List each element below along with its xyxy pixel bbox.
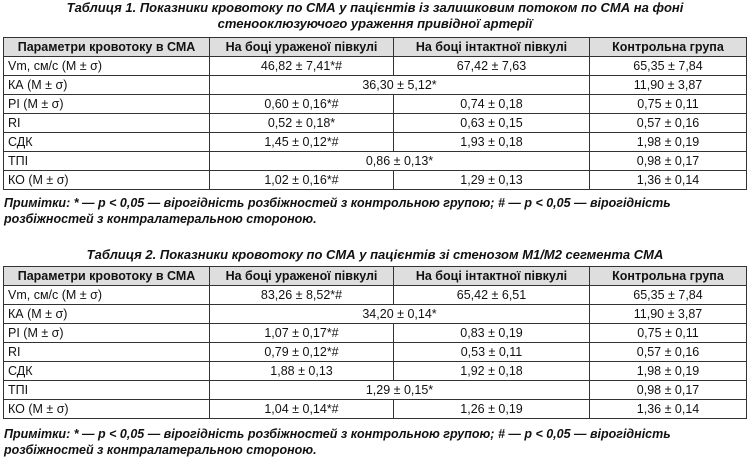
merged-cell: 34,20 ± 0,14* — [210, 305, 590, 324]
column-header: На боці ураженої півкулі — [210, 38, 394, 57]
param-cell: КО (M ± σ) — [4, 171, 210, 190]
column-header: На боці інтактної півкулі — [394, 38, 590, 57]
merged-cell: 0,86 ± 0,13* — [210, 152, 590, 171]
intact-cell: 65,42 ± 6,51 — [394, 286, 590, 305]
table-row-vm — [4, 286, 747, 305]
param-cell: СДК — [4, 362, 210, 381]
column-header: Контрольна група — [590, 38, 747, 57]
control-cell: 0,98 ± 0,17 — [590, 152, 747, 171]
affected-cell: 1,04 ± 0,14*# — [210, 400, 394, 419]
table1-caption-line2: стенооклюзуючого ураження привідної артерії — [217, 16, 533, 31]
control-cell: 0,57 ± 0,16 — [590, 343, 747, 362]
table-row-vm — [4, 57, 747, 76]
table2 — [3, 266, 747, 419]
param-cell: Vm, см/с (M ± σ) — [4, 286, 210, 305]
param-cell: RI — [4, 343, 210, 362]
column-header: На боці ураженої півкулі — [210, 267, 394, 286]
column-header: На боці інтактної півкулі — [394, 267, 590, 286]
merged-cell: 36,30 ± 5,12* — [210, 76, 590, 95]
intact-cell: 0,63 ± 0,15 — [394, 114, 590, 133]
intact-cell: 1,93 ± 0,18 — [394, 133, 590, 152]
affected-cell: 1,45 ± 0,12*# — [210, 133, 394, 152]
table-row-ka — [4, 76, 747, 95]
affected-cell: 46,82 ± 7,41*# — [210, 57, 394, 76]
affected-cell: 83,26 ± 8,52*# — [210, 286, 394, 305]
intact-cell: 0,83 ± 0,19 — [394, 324, 590, 343]
intact-cell: 1,92 ± 0,18 — [394, 362, 590, 381]
table1 — [3, 37, 747, 190]
control-cell: 0,75 ± 0,11 — [590, 324, 747, 343]
param-cell: КО (M ± σ) — [4, 400, 210, 419]
table-row-sdk — [4, 362, 747, 381]
column-header: Параметри кровотоку в СМА — [4, 267, 210, 286]
param-cell: КА (M ± σ) — [4, 305, 210, 324]
param-cell: Vm, см/с (M ± σ) — [4, 57, 210, 76]
table-row-tpi — [4, 152, 747, 171]
param-cell: ТПІ — [4, 381, 210, 400]
intact-cell: 0,74 ± 0,18 — [394, 95, 590, 114]
table-row-ko — [4, 400, 747, 419]
intact-cell: 67,42 ± 7,63 — [394, 57, 590, 76]
table-row-ri — [4, 343, 747, 362]
column-header: Параметри кровотоку в СМА — [4, 38, 210, 57]
param-cell: КА (M ± σ) — [4, 76, 210, 95]
table1-note: Примітки: * — р < 0,05 — вірогідність розбіжностей з контрольною групою; # — р < 0,05 — вірогідність розбіжностей з контралатеральною стороною. — [4, 196, 671, 226]
control-cell: 1,98 ± 0,19 — [590, 133, 747, 152]
control-cell: 1,36 ± 0,14 — [590, 400, 747, 419]
table2-note: Примітки: * — р < 0,05 — вірогідність розбіжностей з контрольною групою; # — р < 0,05 — вірогідність розбіжностей з контралатеральною стороною. — [4, 427, 671, 457]
control-cell: 0,98 ± 0,17 — [590, 381, 747, 400]
affected-cell: 0,52 ± 0,18* — [210, 114, 394, 133]
control-cell: 1,36 ± 0,14 — [590, 171, 747, 190]
table-row-pi — [4, 324, 747, 343]
affected-cell: 0,60 ± 0,16*# — [210, 95, 394, 114]
control-cell: 65,35 ± 7,84 — [590, 286, 747, 305]
table-row-tpi — [4, 381, 747, 400]
table1-caption-line1: Таблиця 1. Показники кровотоку по СМА у пацієнтів із залишковим потоком по СМА на фоні — [66, 0, 684, 15]
intact-cell: 1,26 ± 0,19 — [394, 400, 590, 419]
column-header: Контрольна група — [590, 267, 747, 286]
table2-caption: Таблиця 2. Показники кровотоку по СМА у пацієнтів зі стенозом М1/М2 сегмента СМА — [86, 247, 664, 262]
table-row-ko — [4, 171, 747, 190]
table-header-row — [4, 38, 747, 57]
param-cell: ТПІ — [4, 152, 210, 171]
param-cell: RI — [4, 114, 210, 133]
affected-cell: 0,79 ± 0,12*# — [210, 343, 394, 362]
merged-cell: 1,29 ± 0,15* — [210, 381, 590, 400]
table-header-row — [4, 267, 747, 286]
control-cell: 11,90 ± 3,87 — [590, 76, 747, 95]
control-cell: 0,75 ± 0,11 — [590, 95, 747, 114]
table-row-pi — [4, 95, 747, 114]
param-cell: PI (M ± σ) — [4, 95, 210, 114]
control-cell: 1,98 ± 0,19 — [590, 362, 747, 381]
control-cell: 0,57 ± 0,16 — [590, 114, 747, 133]
table-row-ka — [4, 305, 747, 324]
table1-caption — [4, 0, 746, 32]
table-row-ri — [4, 114, 747, 133]
table-row-sdk — [4, 133, 747, 152]
intact-cell: 0,53 ± 0,11 — [394, 343, 590, 362]
param-cell: PI (M ± σ) — [4, 324, 210, 343]
affected-cell: 1,02 ± 0,16*# — [210, 171, 394, 190]
intact-cell: 1,29 ± 0,13 — [394, 171, 590, 190]
param-cell: СДК — [4, 133, 210, 152]
control-cell: 11,90 ± 3,87 — [590, 305, 747, 324]
affected-cell: 1,88 ± 0,13 — [210, 362, 394, 381]
control-cell: 65,35 ± 7,84 — [590, 57, 747, 76]
affected-cell: 1,07 ± 0,17*# — [210, 324, 394, 343]
